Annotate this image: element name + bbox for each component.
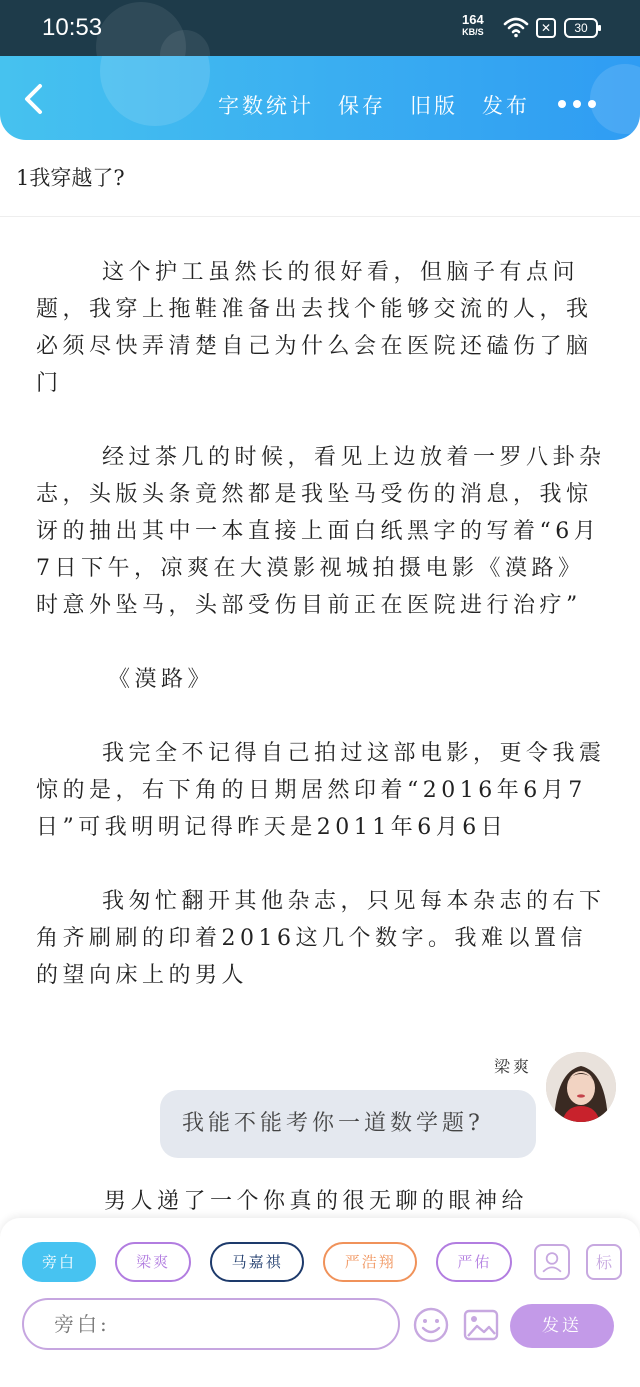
more-icon[interactable] <box>558 100 596 108</box>
label-icon[interactable] <box>586 1244 622 1280</box>
speaker-name: 梁爽 <box>493 1057 532 1076</box>
old-version-button[interactable]: 旧版 <box>410 94 458 118</box>
status-bar <box>0 0 640 56</box>
no-sim-icon: ✕ <box>536 18 556 38</box>
back-button[interactable] <box>18 82 52 116</box>
role-chip-yan-you[interactable]: 严佑 <box>436 1242 512 1282</box>
send-button[interactable]: 发送 <box>510 1304 614 1348</box>
wifi-icon <box>503 16 529 38</box>
image-icon[interactable] <box>462 1306 500 1344</box>
emoji-icon[interactable] <box>412 1306 450 1344</box>
message-input[interactable] <box>22 1298 400 1350</box>
paragraph: 我匆忙翻开其他杂志，只见每本杂志的右下角齐刷刷的印着2016这几个数字。我难以置信的望向床上的男人 <box>36 889 606 988</box>
paragraph: 男人递了一个你真的很无聊的眼神给 <box>104 1189 529 1214</box>
paragraph: 经过茶几的时候，看见上边放着一罗八卦杂志，头版头条竟然都是我坠马受伤的消息，我惊讶的抽出其中一本直接上面白纸黑字的写着“6月7日下午，凉爽在大漠影视城拍摄电影《漠路》时意外坠马，头部受伤目前正在医院进行治疗” <box>36 445 606 618</box>
paragraph: 我完全不记得自己拍过这部电影，更令我震惊的是，右下角的日期居然印着“2016年6月7日”可我明明记得昨天是2011年6月6日 <box>36 741 606 840</box>
title-divider <box>0 216 640 217</box>
paragraph: 《漠路》 <box>108 667 215 692</box>
publish-button[interactable]: 发布 <box>482 94 530 118</box>
network-speed-value: 164 <box>462 12 484 27</box>
chapter-title[interactable]: 1我穿越了? <box>16 166 125 190</box>
avatar[interactable] <box>546 1052 616 1122</box>
add-role-icon[interactable] <box>534 1244 570 1280</box>
network-speed-unit: KB/S <box>462 27 484 37</box>
word-count-button[interactable]: 字数统计 <box>218 94 314 118</box>
input-panel <box>0 1218 640 1387</box>
network-speed <box>462 14 484 38</box>
dialogue-bubble[interactable]: 我能不能考你一道数学题? <box>160 1090 536 1158</box>
role-chip-yan-haoxiang[interactable]: 严浩翔 <box>323 1242 417 1282</box>
paragraph: 这个护工虽然长的很好看，但脑子有点问题，我穿上拖鞋准备出去找个能够交流的人，我必须尽快弄清楚自己为什么会在医院还磕伤了脑门 <box>36 260 593 396</box>
status-time: 10:53 <box>42 14 103 41</box>
role-chip-narration[interactable]: 旁白 <box>22 1242 96 1282</box>
editor-header <box>0 56 640 140</box>
header-actions <box>218 90 530 120</box>
battery-icon: 30 <box>564 18 598 38</box>
role-chip-liang-shuang[interactable]: 梁爽 <box>115 1242 191 1282</box>
role-selector <box>22 1242 520 1284</box>
role-chip-ma-jiaqi[interactable]: 马嘉祺 <box>210 1242 304 1282</box>
svg-text:标: 标 <box>595 1253 613 1273</box>
save-button[interactable]: 保存 <box>338 94 386 118</box>
story-content[interactable] <box>36 254 610 1031</box>
